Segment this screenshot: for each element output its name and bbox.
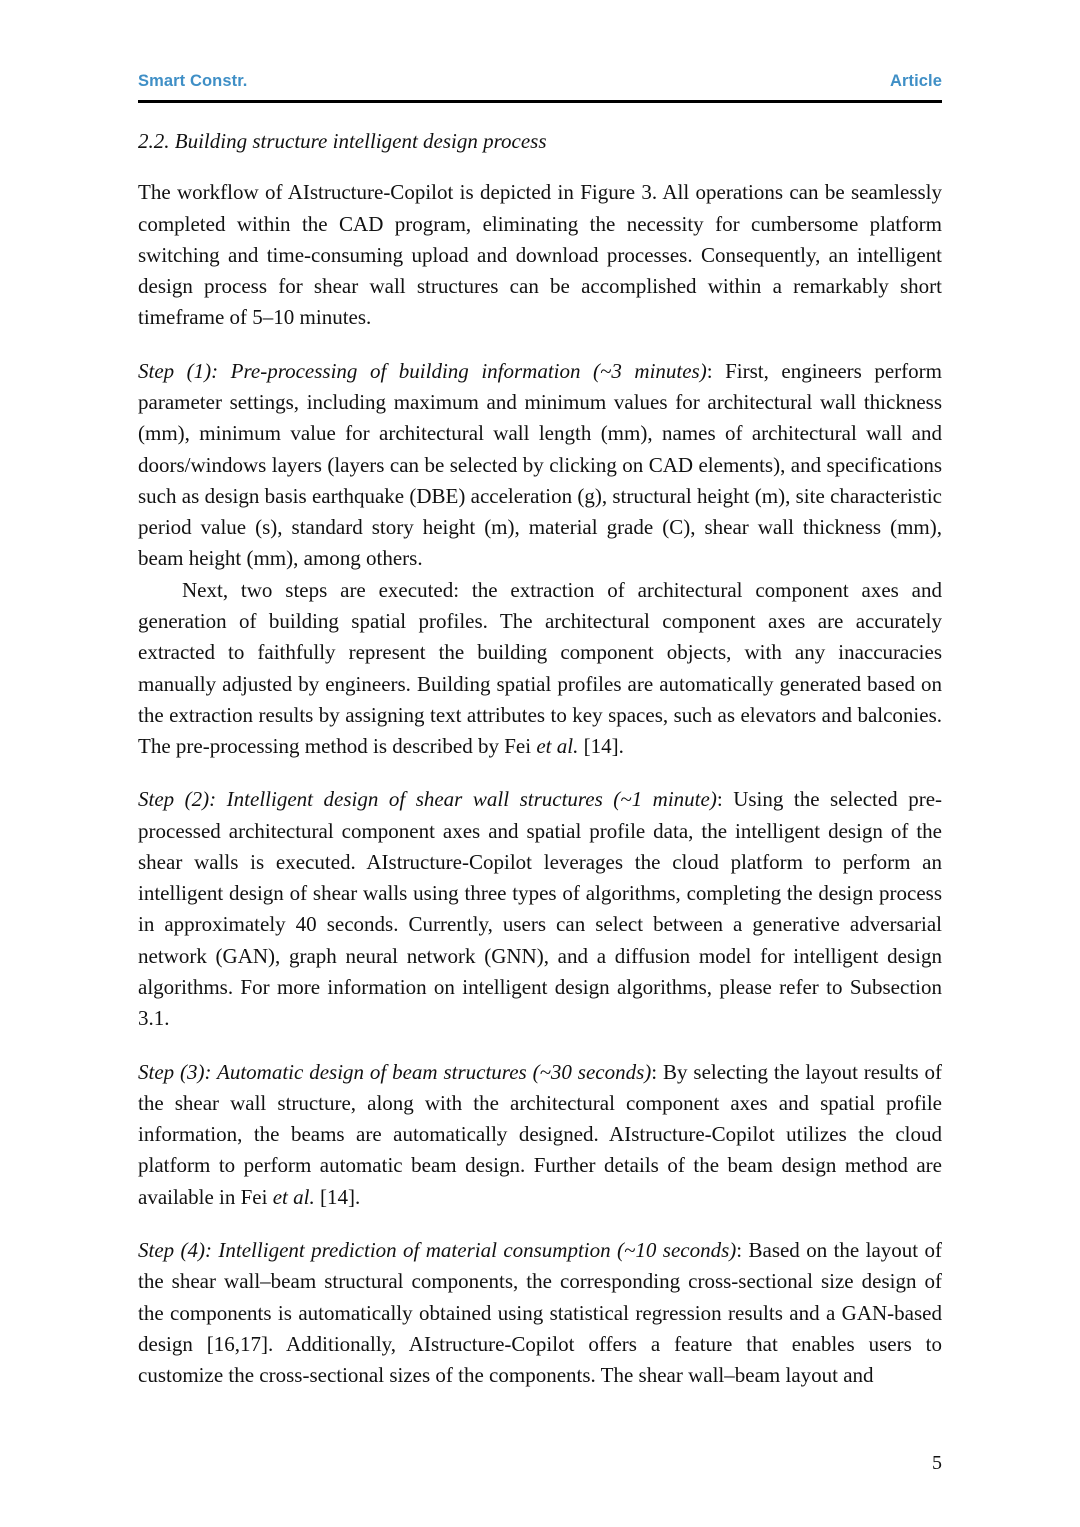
citation-ref-14-b: [14]. [314,1184,361,1209]
paragraph-step-3 [138,1057,942,1213]
paragraph-step-1-continued [138,575,942,763]
step-3-body: : By selecting the layout results of the shear wall structure, along with the architectural component axes and spatial profile information, the beams are automatically designed. AIstructure-Copilot utilizes the cloud platform to perform automatic beam design. Further details of the beam design method are available in Fei [138,1059,942,1209]
header-divider [138,100,942,103]
journal-name: Smart Constr. [138,72,248,90]
step-2-label: Step (2): Intelligent design of shear wall structures (~1 minute) [138,787,717,812]
body-column [138,128,942,1413]
citation-et-al-2: et al. [272,1184,315,1209]
step-1-continued-text: Next, two steps are executed: the extraction of architectural component axes and generation of building spatial profiles. The architectural component axes are accurately extracted to faithfully represent the building component objects, with any inaccuracies manually adjusted by engineers. Building spatial profiles are automatically generated based on the extraction results by assigning text attributes to key spaces, such as elevators and balconies. The pre-processing method is described by Fei [138,577,942,759]
paragraph-intro: The workflow of AIstructure-Copilot is depicted in Figure 3. All operations can be seamlessly completed within the CAD program, eliminating the necessity for cumbersome platform switching and time-consuming upload and download processes. Consequently, an intelligent design process for shear wall structures can be accomplished within a remarkably short timeframe of 5–10 minutes. [138,180,942,330]
citation-ref-14-a: [14]. [578,734,624,759]
step-4-body: : Based on the layout of the shear wall–beam structural components, the corresponding cross-sectional size design of the components is automatically obtained using statistical regression results and a GAN-based design [16,17]. Additionally, AIstructure-Copilot offers a feature that enables users to customize the cross-sectional sizes of the components. The shear wall–beam layout and [138,1238,943,1388]
document-type-label: Article [889,72,942,90]
step-4-label: Step (4): Intelligent prediction of material consumption (~10 seconds) [138,1238,737,1263]
step-2-body: : Using the selected pre-processed architectural component axes and spatial profile data, the intelligent design of the shear walls is executed. AIstructure-Copilot leverages the cloud platform to perform an intelligent design of shear walls using three types of algorithms, completing the design process in approximately 40 seconds. Currently, users can select between a generative adversarial network (GAN), graph neural network (GNN), and a diffusion model for intelligent design algorithms. For more information on intelligent design algorithms, please refer to Subsection 3.1. [138,787,943,1031]
step-3-label: Step (3): Automatic design of beam structures (~30 seconds) [138,1059,652,1084]
step-1-body: : First, engineers perform parameter settings, including maximum and minimum values for architectural wall thickness (mm), minimum value for architectural wall length (mm), names of architectural wall and doors/windows layers (layers can be selected by clicking on CAD elements), and specifications such as design basis earthquake (DBE) acceleration (g), structural height (m), site characteristic period value (s), standard story height (m), material grade (C), shear wall thickness (mm), beam height (mm), among others. [138,358,942,571]
paragraph-step-2 [138,784,942,1034]
paragraph-step-1 [138,356,942,575]
citation-et-al-1: et al. [536,734,579,759]
paragraph-step-4 [138,1235,942,1391]
running-head [138,72,942,91]
step-1-label: Step (1): Pre-processing of building information (~3 minutes) [138,358,707,383]
page-number: 5 [932,1452,942,1474]
section-heading: 2.2. Building structure intelligent design process [138,129,547,153]
